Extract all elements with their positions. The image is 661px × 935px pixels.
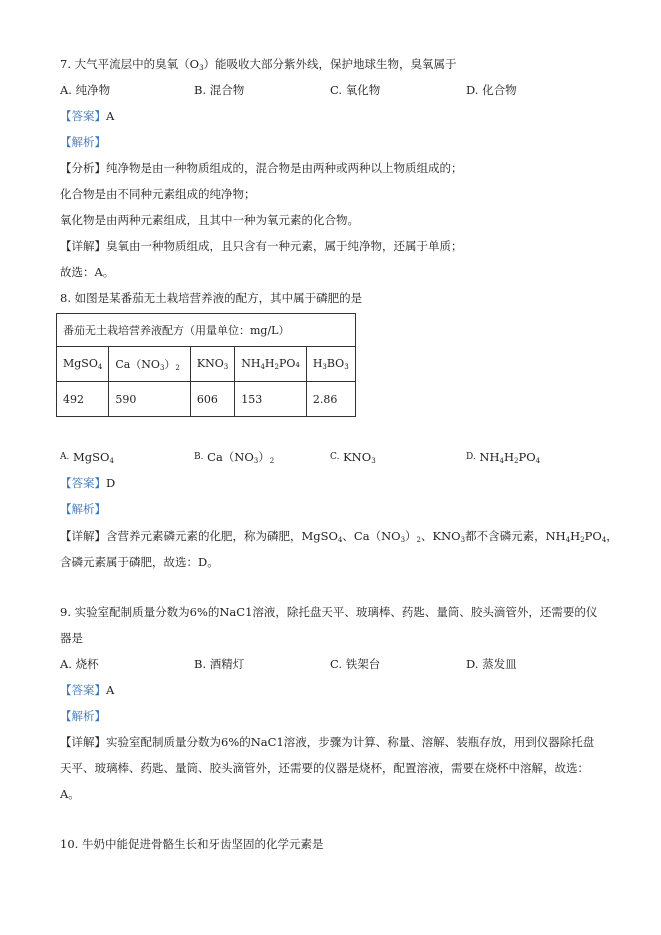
q8-option-b: B. $Ca(NO_3)_2$ xyxy=(194,450,275,465)
table-value-row xyxy=(57,382,356,417)
table-cell: 606 xyxy=(190,382,234,417)
q9-answer: 【答案】A xyxy=(60,683,115,697)
q7-option-a: A. 纯净物 xyxy=(60,83,111,97)
q9-stem: 9. 实验室配制质量分数为6%的NaC1溶液，除托盘天平、玻璃棒、药匙、量筒、胶头滴管外，还需要的仪 xyxy=(60,605,598,619)
q9-option-d: D. 蒸发皿 xyxy=(466,657,517,671)
q9-detail-line2: 天平、玻璃棒、药匙、量筒、胶头滴管外，还需要的仪器是烧杯，配置溶液，需要在烧杯中溶解，故选： xyxy=(60,761,589,775)
table-header-cell: MgSO$_4$ xyxy=(57,347,109,382)
q9-analysis-heading: 【解析】 xyxy=(60,709,106,723)
q10-stem: 10. 牛奶中能促进骨骼生长和牙齿坚固的化学元素是 xyxy=(60,837,324,851)
q7-conclusion: 故选：A。 xyxy=(60,265,115,279)
q7-stem: 7. 大气平流层中的臭氧$(O_3)$能吸收大部分紫外线，保护地球生物，臭氧属于 xyxy=(60,57,457,72)
q7-fenxi-line3: 氧化物是由两种元素组成，且其中一种为氧元素的化合物。 xyxy=(60,213,359,227)
table-header-cell: $Ca(NO_3)_2$ xyxy=(109,347,191,382)
q7-detail: 【详解】臭氧由一种物质组成，且只含有一种元素，属于纯净物，还属于单质； xyxy=(60,239,463,253)
q8-option-a: A. MgSO$_4$ xyxy=(60,450,114,465)
table-header-cell: $KNO_3$ xyxy=(190,347,234,382)
q8-answer: 【答案】D xyxy=(60,476,116,490)
q9-detail: 【详解】实验室配制质量分数为6%的NaC1溶液，步骤为计算、称量、溶解、装瓶存放，用到仪器除托盘 xyxy=(60,735,595,749)
q8-option-c: C. $KNO_3$ xyxy=(330,450,376,465)
q8-stem: 8. 如图是某番茄无土栽培营养液的配方，其中属于磷肥的是 xyxy=(60,291,363,305)
q7-option-d: D. 化合物 xyxy=(466,83,517,97)
q7-option-c: C. 氧化物 xyxy=(330,83,381,97)
table-cell: 153 xyxy=(235,382,307,417)
table-cell: 492 xyxy=(57,382,109,417)
q7-analysis-heading: 【解析】 xyxy=(60,135,106,149)
q8-analysis-heading: 【解析】 xyxy=(60,502,106,516)
table-header-cell: $NH_4H_2PO_4$ xyxy=(235,347,307,382)
q8-option-d: D. $NH_4H_2PO_4$ xyxy=(466,450,541,465)
q9-stem-line2: 器是 xyxy=(60,631,83,645)
table-cell: 590 xyxy=(109,382,191,417)
q9-option-b: B. 酒精灯 xyxy=(194,657,245,671)
q9-option-a: A. 烧杯 xyxy=(60,657,99,671)
q7-option-b: B. 混合物 xyxy=(194,83,245,97)
nutrient-table xyxy=(56,313,356,417)
table-header-cell: $H_3BO_3$ xyxy=(306,347,355,382)
q7-answer: 【答案】A xyxy=(60,109,115,123)
q9-option-c: C. 铁架台 xyxy=(330,657,381,671)
table-header-row xyxy=(57,347,356,382)
q9-detail-line3: A。 xyxy=(60,787,80,801)
q8-detail: 【详解】含营养元素磷元素的化肥，称为磷肥，MgSO$_4$、$Ca(NO_3)_2$、$KNO_3$都不含磷元素，$NH_4H_2PO_4$， xyxy=(60,529,618,544)
q7-fenxi-line2: 化合物是由不同种元素组成的纯净物； xyxy=(60,187,256,201)
table-cell: 2.86 xyxy=(306,382,355,417)
q7-fenxi: 【分析】纯净物是由一种物质组成的，混合物是由两种或两种以上物质组成的； xyxy=(60,161,463,175)
q8-detail-line2: 含磷元素属于磷肥，故选：D。 xyxy=(60,555,219,569)
nutrient-table-title: 番茄无土栽培营养液配方（用量单位：mg/L） xyxy=(57,314,356,347)
